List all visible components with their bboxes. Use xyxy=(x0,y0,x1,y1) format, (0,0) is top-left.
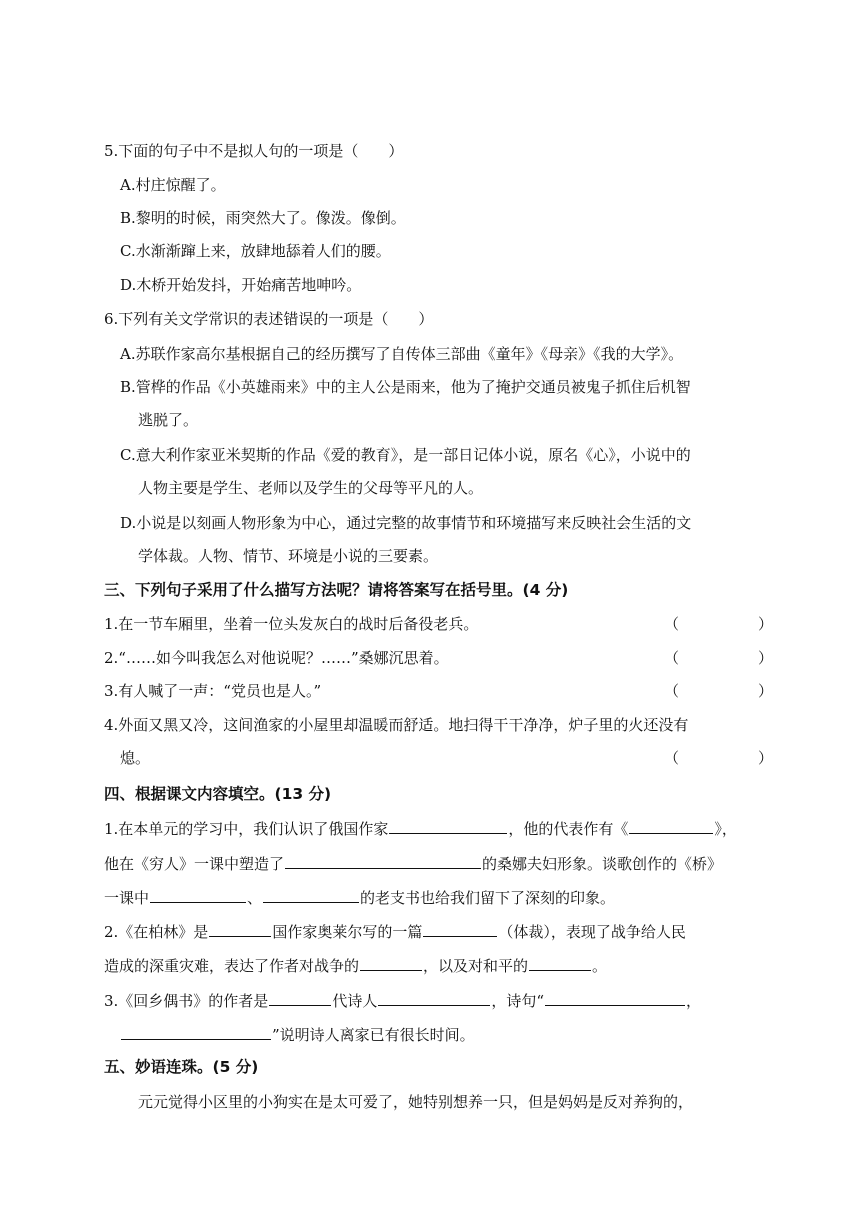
blank-field[interactable] xyxy=(378,990,490,1006)
q5-option-c: C.水渐渐蹿上来，放肆地舔着人们的腰。 xyxy=(120,242,391,260)
section3-sentence-1: 1.在一节车厢里，坐着一位头发灰白的战时后备役老兵。 xyxy=(104,615,479,633)
section3-sentence-3: 3.有人喊了一声：“党员也是人。” xyxy=(104,682,322,700)
answer-paren-open: （ xyxy=(664,682,680,700)
q6-stem: 6.下列有关文学常识的表述错误的一项是（ ） xyxy=(104,310,434,328)
section5-paragraph: 元元觉得小区里的小狗实在是太可爱了，她特别想养一只，但是妈妈是反对养狗的， xyxy=(138,1093,694,1111)
section3-heading: 三、下列句子采用了什么描写方法呢？请将答案写在括号里。(4 分) xyxy=(104,581,569,599)
q5-option-b: B.黎明的时候，雨突然大了。像泼。像倒。 xyxy=(120,209,406,227)
blank-field[interactable] xyxy=(529,955,591,971)
section4-line-6: 3.《回乡偶书》的作者是 代诗人 ，诗句“ ， xyxy=(104,992,702,1010)
answer-paren-open: （ xyxy=(664,615,680,633)
answer-paren-open: （ xyxy=(664,749,680,767)
q5-option-d: D.木桥开始发抖，开始痛苦地呻吟。 xyxy=(120,276,362,294)
section3-sentence-2: 2.“……如今叫我怎么对他说呢？……”桑娜沉思着。 xyxy=(104,649,449,667)
q6-option-c-line2: 人物主要是学生、老师以及学生的父母等平凡的人。 xyxy=(138,479,484,497)
q6-option-b-line1: B.管桦的作品《小英雄雨来》中的主人公是雨来，他为了掩护交通员被鬼子抓住后机智 xyxy=(120,378,691,396)
section3-sentence-4-line2: 熄。 xyxy=(120,749,151,767)
section4-line-1: 1.在本单元的学习中，我们认识了俄国作家 ，他的代表作有《 》， xyxy=(104,820,737,838)
blank-field[interactable] xyxy=(150,887,246,903)
section4-line-3: 一课中 、 的老支书也给我们留下了深刻的印象。 xyxy=(104,889,616,907)
answer-paren-close: ） xyxy=(758,615,774,633)
section4-line-7: ”说明诗人离家已有很长时间。 xyxy=(120,1024,475,1045)
q6-option-b-line2: 逃脱了。 xyxy=(138,411,199,429)
blank-field[interactable] xyxy=(360,955,422,971)
section4-heading: 四、根据课文内容填空。(13 分) xyxy=(104,785,332,803)
section5-heading: 五、妙语连珠。(5 分) xyxy=(104,1058,259,1076)
blank-field[interactable] xyxy=(423,921,497,937)
q6-option-c-line1: C.意大利作家亚米契斯的作品《爱的教育》，是一部日记体小说，原名《心》，小说中的 xyxy=(120,446,691,464)
answer-paren-close: ） xyxy=(758,649,774,667)
q5-stem: 5.下面的句子中不是拟人句的一项是（ ） xyxy=(104,142,404,160)
section3-sentence-4-line1: 4.外面又黑又冷，这间渔家的小屋里却温暖而舒适。地扫得干干净净，炉子里的火还没有 xyxy=(104,716,689,734)
blank-field[interactable] xyxy=(121,1024,271,1040)
q6-option-a: A.苏联作家高尔基根据自己的经历撰写了自传体三部曲《童年》《母亲》《我的大学》。 xyxy=(120,345,684,363)
blank-field[interactable] xyxy=(629,818,713,834)
section4-line-4: 2.《在柏林》是 国作家奥莱尔写的一篇 （体裁），表现了战争给人民 xyxy=(104,923,686,941)
blank-field[interactable] xyxy=(209,921,271,937)
section4-line-2: 他在《穷人》一课中塑造了 的桑娜夫妇形象。谈歌创作的《桥》 xyxy=(104,855,723,873)
q6-option-d-line2: 学体裁。人物、情节、环境是小说的三要素。 xyxy=(138,547,439,565)
answer-paren-open: （ xyxy=(664,649,680,667)
blank-field[interactable] xyxy=(389,818,507,834)
blank-field[interactable] xyxy=(263,887,359,903)
answer-paren-close: ） xyxy=(758,682,774,700)
blank-field[interactable] xyxy=(269,990,331,1006)
blank-field[interactable] xyxy=(285,853,481,869)
section4-line-5: 造成的深重灾难，表达了作者对战争的 ，以及对和平的 。 xyxy=(104,957,608,975)
q5-option-a: A.村庄惊醒了。 xyxy=(120,176,226,194)
q6-option-d-line1: D.小说是以刻画人物形象为中心，通过完整的故事情节和环境描写来反映社会生活的文 xyxy=(120,514,692,532)
blank-field[interactable] xyxy=(545,990,685,1006)
answer-paren-close: ） xyxy=(758,749,774,767)
